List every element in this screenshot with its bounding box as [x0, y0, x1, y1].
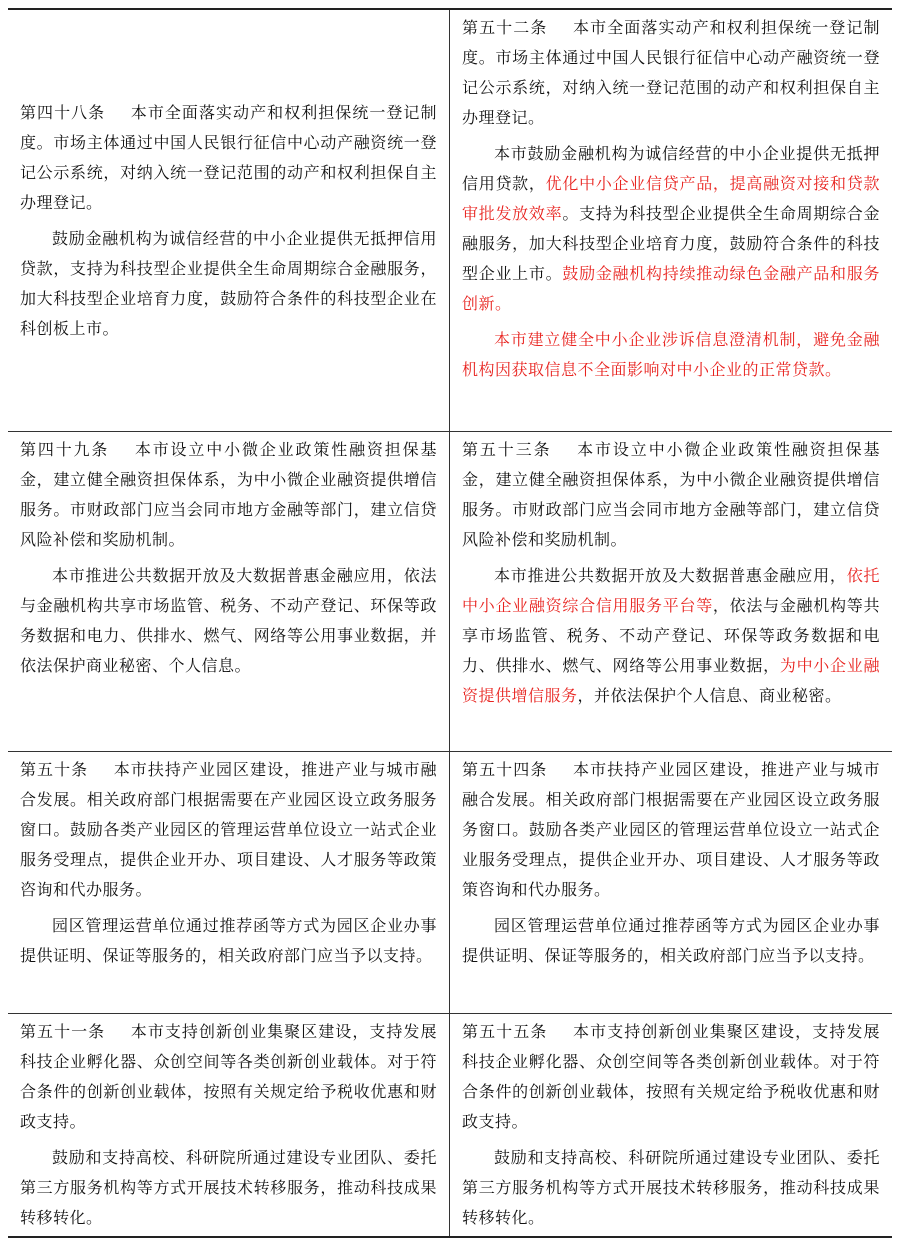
article-subparagraph [462, 325, 880, 385]
article-paragraph [462, 435, 880, 555]
article-number: 第五十四条 [462, 760, 548, 779]
article-text: 本市设立中小微企业政策性融资担保基金，建立健全融资担保体系，为中小微企业融资提供增信服务。市财政部门应当会同市地方金融等部门，建立信贷风险补偿和奖励机制。 [20, 440, 437, 549]
article-paragraph [462, 1017, 880, 1137]
highlighted-revision-text: 本市建立健全中小企业涉诉信息澄清机制，避免金融机构因获取信息不全面影响对中小企业的正常贷款。 [462, 330, 880, 379]
highlighted-revision-text: 优化中小企业信贷产品，提高融资对接和贷款审批发放效率 [462, 174, 880, 223]
article-text: 本市推进公共数据开放及大数据普惠金融应用， [494, 566, 847, 585]
article-subparagraph [20, 561, 437, 681]
article-text: 园区管理运营单位通过推荐函等方式为园区企业办事提供证明、保证等服务的，相关政府部门应当予以支持。 [462, 916, 880, 965]
right-cell [450, 1014, 892, 1236]
article-text: 本市扶持产业园区建设，推进产业与城市融合发展。相关政府部门根据需要在产业园区设立政务服务窗口。鼓励各类产业园区的管理运营单位设立一站式企业服务受理点，提供企业开办、项目建设、人才服务等政策咨询和代办服务。 [20, 760, 437, 899]
article-text: ，并依法保护个人信息、商业秘密。 [577, 686, 842, 705]
article-subparagraph [462, 139, 880, 319]
article-text: 本市全面落实动产和权利担保统一登记制度。市场主体通过中国人民银行征信中心动产融资统一登记公示系统，对纳入统一登记范围的动产和权利担保自主办理登记。 [462, 18, 880, 127]
article-text: 本市鼓励金融机构为诚信经营的中小企业提供无抵押信用贷款， [462, 144, 880, 193]
article-number: 第四十九条 [20, 440, 110, 459]
right-cell [450, 432, 892, 752]
article-number: 第五十一条 [20, 1022, 106, 1041]
article-paragraph [462, 13, 880, 133]
article-subparagraph [462, 1143, 880, 1233]
article-text: 鼓励金融机构为诚信经营的中小企业提供无抵押信用贷款，支持为科技型企业提供全生命周期综合金融服务，加大科技型企业培育力度，鼓励符合条件的科技型企业在科创板上市。 [20, 228, 437, 338]
article-paragraph [20, 755, 437, 905]
article-text: 本市全面落实动产和权利担保统一登记制度。市场主体通过中国人民银行征信中心动产融资统一登记公示系统，对纳入统一登记范围的动产和权利担保自主办理登记。 [20, 102, 437, 212]
article-text: 本市支持创新创业集聚区建设，支持发展科技企业孵化器、众创空间等各类创新创业载体。对于符合条件的创新创业载体，按照有关规定给予税收优惠和财政支持。 [20, 1022, 437, 1131]
article-text: ，依法与金融机构等共享市场监管、税务、不动产登记、环保等政务数据和电力、供排水、燃气、网络等公用事业数据， [462, 596, 880, 675]
article-number: 第五十三条 [462, 440, 552, 459]
article-number: 第五十条 [20, 760, 89, 779]
article-text: 鼓励和支持高校、科研院所通过建设专业团队、委托第三方服务机构等方式开展技术转移服务，推动科技成果转移转化。 [462, 1148, 880, 1227]
article-paragraph [462, 755, 880, 905]
article-text: 本市推进公共数据开放及大数据普惠金融应用，依法与金融机构共享市场监管、税务、不动产登记、环保等政务数据和电力、供排水、燃气、网络等公用事业数据，并依法保护商业秘密、个人信息。 [20, 566, 437, 675]
highlighted-revision-text: 鼓励金融机构持续推动绿色金融产品和服务创新。 [462, 264, 880, 313]
article-text: 本市扶持产业园区建设，推进产业与城市融合发展。相关政府部门根据需要在产业园区设立政务服务窗口。鼓励各类产业园区的管理运营单位设立一站式企业服务受理点，提供企业开办、项目建设、人才服务等政策咨询和代办服务。 [462, 760, 880, 899]
left-cell [8, 1014, 450, 1236]
left-cell [8, 10, 450, 432]
article-paragraph [20, 435, 437, 555]
article-number: 第四十八条 [20, 102, 106, 122]
article-text: 园区管理运营单位通过推荐函等方式为园区企业办事提供证明、保证等服务的，相关政府部门应当予以支持。 [20, 916, 437, 965]
article-text: 本市支持创新创业集聚区建设，支持发展科技企业孵化器、众创空间等各类创新创业载体。对于符合条件的创新创业载体，按照有关规定给予税收优惠和财政支持。 [462, 1022, 880, 1131]
article-text: 本市设立中小微企业政策性融资担保基金，建立健全融资担保体系，为中小微企业融资提供增信服务。市财政部门应当会同市地方金融等部门，建立信贷风险补偿和奖励机制。 [462, 440, 880, 549]
article-subparagraph [462, 911, 880, 971]
right-cell [450, 10, 892, 432]
article-text: 鼓励和支持高校、科研院所通过建设专业团队、委托第三方服务机构等方式开展技术转移服务，推动科技成果转移转化。 [20, 1148, 437, 1227]
highlighted-revision-text: 为中小企业融资提供增信服务 [462, 656, 880, 705]
article-subparagraph [20, 224, 437, 344]
right-cell [450, 752, 892, 1014]
left-cell [8, 752, 450, 1014]
article-number: 第五十二条 [462, 18, 548, 37]
article-number: 第五十五条 [462, 1022, 548, 1041]
article-text: 。支持为科技型企业提供全生命周期综合金融服务，加大科技型企业培育力度，鼓励符合条件的科技型企业上市。 [462, 204, 880, 283]
comparison-table [8, 8, 892, 1238]
article-subparagraph [20, 911, 437, 971]
article-paragraph [20, 1017, 437, 1137]
left-cell [8, 432, 450, 752]
article-subparagraph [462, 561, 880, 711]
highlighted-revision-text: 依托中小企业融资综合信用服务平台等 [462, 566, 880, 615]
article-paragraph [20, 98, 437, 218]
article-subparagraph [20, 1143, 437, 1233]
